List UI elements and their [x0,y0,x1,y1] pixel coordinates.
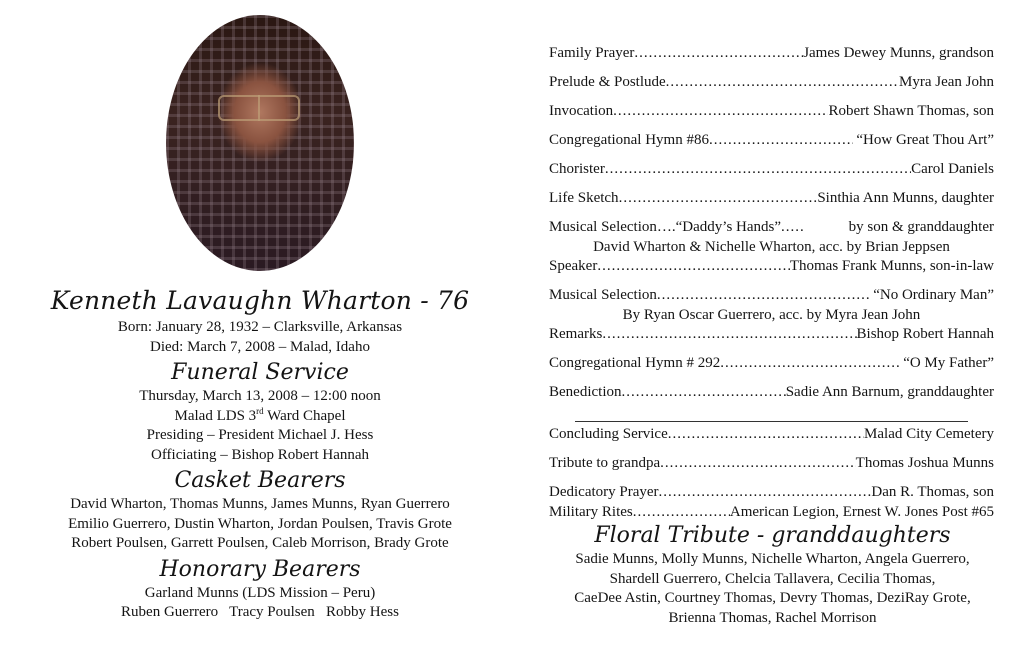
concluding-panel [549,425,994,522]
program-item [549,189,994,209]
program-value: “O My Father” [899,355,994,371]
program-item [549,131,994,151]
portrait-photo [166,15,354,271]
program-value: Bishop Robert Hannah [856,326,994,342]
honorary-bearers-heading: Honorary Bearers [159,556,361,582]
concluding-label: Tribute to grandpa [549,455,661,471]
concluding-label: Concluding Service [549,426,668,442]
program-item [549,286,994,306]
casket-bearers-line: David Wharton, Thomas Munns, James Munns, Ryan Guerrero [70,496,450,512]
dot-leader [613,102,828,122]
dot-leader [621,383,785,403]
program-value: “No Ordinary Man” [869,287,994,303]
concluding-label: Dedicatory Prayer [549,484,659,500]
casket-bearers-heading: Casket Bearers [174,468,346,493]
floral-tribute-line: Brienna Thomas, Rachel Morrison [668,609,877,626]
program-label: Chorister [549,161,605,177]
service-date-time: Thursday, March 13, 2008 – 12:00 noon [139,388,381,404]
service-location [30,407,490,427]
dot-leader [633,503,730,523]
dot-leader [660,454,856,474]
program-item [549,325,994,345]
dot-leader [659,483,872,503]
floral-tribute-heading: Floral Tribute - granddaughters [594,523,951,548]
program-label: Musical Selection….“Daddy’s Hands” [549,219,782,235]
honorary-bearers-line: Garland Munns (LDS Mission – Peru) [144,584,376,601]
program-value: by son & granddaughter [848,219,994,235]
presiding-line: Presiding – President Michael J. Hess [146,427,374,443]
concluding-item [549,425,994,445]
dot-leader [720,354,899,374]
program-item [549,44,994,64]
location-suffix: Ward Chapel [263,407,346,424]
dot-leader [709,131,853,151]
program-label: Invocation [549,103,614,119]
program-label: Speaker [549,258,598,274]
program-label: Life Sketch [549,190,619,206]
funeral-service-heading: Funeral Service [171,360,349,385]
concluding-label: Military Rites [549,503,633,520]
dot-leader [666,73,899,93]
dot-leader [781,218,803,238]
dot-leader [634,44,803,64]
concluding-value: Thomas Joshua Munns [855,455,994,471]
program-label: Congregational Hymn #86 [549,132,709,148]
died-line: Died: March 7, 2008 – Malad, Idaho [150,338,370,355]
born-line: Born: January 28, 1932 – Clarksville, Arkansas [117,319,403,335]
program-item [549,383,994,403]
program-label: Benediction [549,384,622,400]
dot-leader [619,189,818,209]
program-label: Prelude & Postlude [549,74,666,90]
concluding-value: Dan R. Thomas, son [871,484,994,500]
program-note: David Wharton & Nichelle Wharton, acc. by Brian Jeppsen [593,238,950,255]
obituary-name-heading: Kenneth Lavaughn Wharton - 76 [50,286,470,315]
floral-tribute-line: CaeDee Astin, Courtney Thomas, Devry Thomas, DeziRay Grote, [574,590,971,606]
floral-tribute-panel [540,522,1005,628]
program-item [549,160,994,180]
program-value: Sinthia Ann Munns, daughter [817,190,994,206]
casket-bearers-line: Robert Poulsen, Garrett Poulsen, Caleb Morrison, Brady Grote [71,535,449,551]
dot-leader [602,325,856,345]
program-value: Myra Jean John [899,74,994,90]
dot-leader [597,257,790,277]
program-item [549,257,994,277]
program-label: Family Prayer [549,45,635,61]
concluding-value: American Legion, Ernest W. Jones Post #65 [729,503,994,520]
glasses-shape [218,95,300,121]
program-panel [549,44,994,403]
concluding-item [549,454,994,474]
program-note: By Ryan Oscar Guerrero, acc. by Myra Jean John [622,306,921,323]
dot-leader [605,160,911,180]
program-item [549,218,994,238]
program-label: Musical Selection [549,287,657,303]
program-value: Sadie Ann Barnum, granddaughter [785,384,994,400]
section-divider [575,421,968,422]
program-item [549,354,994,374]
left-panel [30,284,490,623]
program-item [549,73,994,93]
program-label: Congregational Hymn # 292 [549,355,721,371]
program-value: James Dewey Munns, grandson [803,45,994,61]
honorary-bearers-line: Ruben Guerrero Tracy Poulsen Robby Hess [121,604,399,620]
concluding-item [549,483,994,503]
location-ordinal: rd [256,405,264,416]
dot-leader [668,425,864,445]
concluding-value: Malad City Cemetery [864,426,994,442]
program-label: Remarks [549,326,603,342]
casket-bearers-line: Emilio Guerrero, Dustin Wharton, Jordan Poulsen, Travis Grote [68,515,452,532]
floral-tribute-line: Sadie Munns, Molly Munns, Nichelle Wharton, Angela Guerrero, [575,551,970,567]
dot-leader [657,286,870,306]
program-value: Robert Shawn Thomas, son [828,103,994,119]
program-value: Carol Daniels [911,161,994,177]
location-prefix: Malad LDS 3 [174,407,257,424]
program-item [549,102,994,122]
floral-tribute-line: Shardell Guerrero, Chelcia Tallavera, Cecilia Thomas, [609,570,936,587]
officiating-line: Officiating – Bishop Robert Hannah [150,446,370,463]
concluding-item [549,503,994,523]
program-value: “How Great Thou Art” [852,132,994,148]
program-value: Thomas Frank Munns, son-in-law [789,258,994,274]
